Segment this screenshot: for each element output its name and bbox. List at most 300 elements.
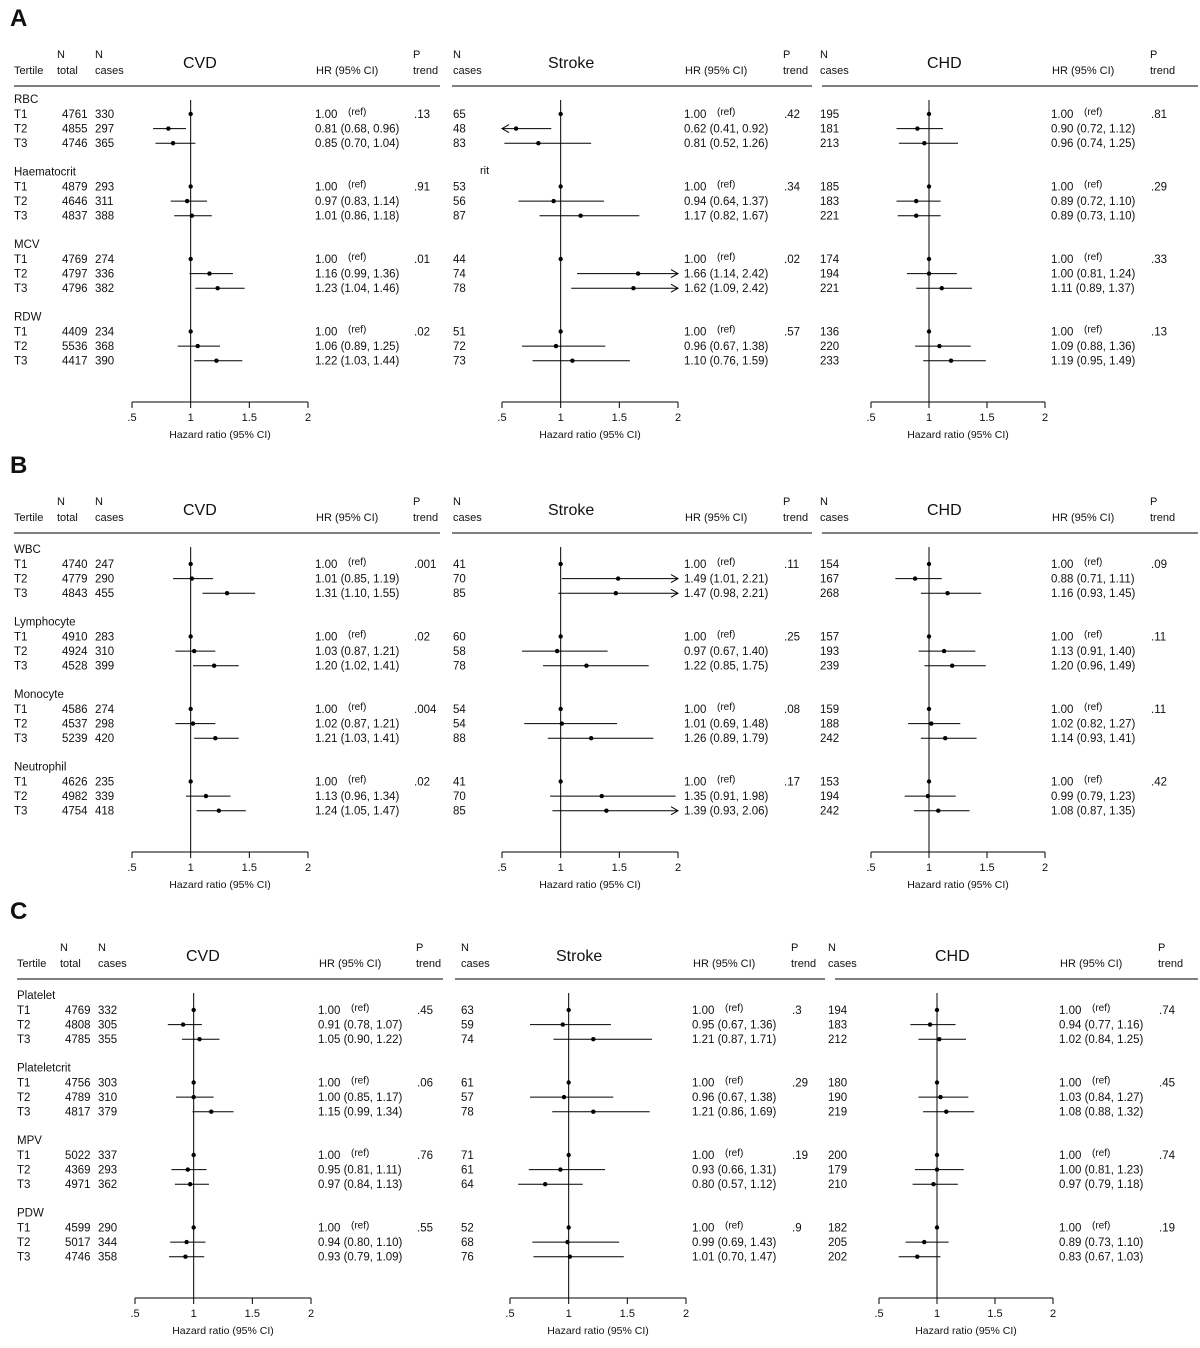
x-tick-label: 2 xyxy=(307,1308,315,1320)
point-estimate xyxy=(937,344,941,348)
point-estimate xyxy=(950,664,954,668)
tertile-label: T1 xyxy=(14,704,28,716)
x-axis-label: Hazard ratio (95% CI) xyxy=(172,1325,274,1337)
p-trend-value: .55 xyxy=(417,1222,433,1235)
tertile-label: T3 xyxy=(17,1106,31,1119)
p-trend-value: .9 xyxy=(792,1222,802,1235)
tertile-label: T1 xyxy=(14,326,28,339)
p-trend-value: .13 xyxy=(1151,326,1167,339)
group-label-mcv: MCV xyxy=(14,239,40,251)
hr-value: 1.02 (0.84, 1.25) xyxy=(1059,1034,1144,1047)
point-estimate xyxy=(188,184,192,188)
point-estimate xyxy=(181,1022,185,1026)
point-estimate xyxy=(600,794,604,798)
ref-marker: (ref) xyxy=(348,179,367,191)
n-total-value: 4409 xyxy=(62,326,88,339)
p-trend-header: trend xyxy=(413,65,439,77)
n-cases-value: 61 xyxy=(461,1077,474,1090)
hr-value: 1.00 xyxy=(1051,776,1074,789)
n-cases-value: 293 xyxy=(98,1164,118,1177)
tertile-label: T1 xyxy=(14,776,28,789)
n-total-value: 4756 xyxy=(65,1077,91,1090)
n-cases-value: 74 xyxy=(453,268,466,281)
point-estimate xyxy=(562,1095,566,1099)
n-total-value: 4837 xyxy=(62,210,88,223)
point-estimate xyxy=(558,779,562,783)
n-cases-value: 239 xyxy=(820,660,840,673)
hr-value: 1.35 (0.91, 1.98) xyxy=(684,791,769,804)
n-cases-value: 85 xyxy=(453,588,466,601)
hr-value: 1.00 xyxy=(684,704,707,716)
point-estimate xyxy=(554,344,558,348)
hr-value: 1.00 xyxy=(692,1150,715,1162)
p-trend-header: P xyxy=(413,49,421,61)
n-cases-value: 293 xyxy=(95,181,115,194)
x-tick-label: 2 xyxy=(682,1308,690,1320)
n-cases-value: 85 xyxy=(453,805,466,818)
x-tick-label: 1 xyxy=(925,412,933,424)
hr-value: 1.00 xyxy=(1051,326,1074,339)
point-estimate xyxy=(186,1167,190,1171)
p-trend-value: .01 xyxy=(414,254,430,266)
tertile-label: T2 xyxy=(14,718,28,731)
ref-marker: (ref) xyxy=(717,774,736,786)
hr-value: 0.89 (0.72, 1.10) xyxy=(1051,196,1136,209)
point-estimate xyxy=(185,199,189,203)
hr-value: 0.80 (0.57, 1.12) xyxy=(692,1179,777,1192)
n-cases-value: 268 xyxy=(820,588,840,601)
n-cases-value: 56 xyxy=(453,196,466,209)
x-tick-label: 1 xyxy=(933,1308,941,1320)
group-label-pdw: PDW xyxy=(17,1207,44,1220)
ref-marker: (ref) xyxy=(717,179,736,191)
p-trend-header: P xyxy=(1150,49,1158,61)
n-cases-value: 88 xyxy=(453,733,466,746)
n-cases-value: 399 xyxy=(95,660,115,673)
p-trend-header: trend xyxy=(1158,958,1184,970)
ref-marker: (ref) xyxy=(1092,1220,1111,1232)
tertile-header: Tertile xyxy=(14,65,44,77)
p-trend-value: .91 xyxy=(414,181,430,194)
n-total-value: 4910 xyxy=(62,631,88,644)
hr-value: 1.00 xyxy=(692,1222,715,1235)
group-label-plateletcrit: Plateletcrit xyxy=(17,1062,71,1075)
x-tick-label: 1.5 xyxy=(979,412,995,424)
n-cases-header: N xyxy=(95,496,103,508)
p-trend-header: P xyxy=(416,942,424,954)
point-estimate xyxy=(188,779,192,783)
n-cases-value: 274 xyxy=(95,254,115,266)
n-cases-value: 54 xyxy=(453,704,466,716)
point-estimate xyxy=(937,1037,941,1041)
hr-value: 1.05 (0.90, 1.22) xyxy=(318,1034,403,1047)
hr-value: 1.00 (0.81, 1.24) xyxy=(1051,268,1136,281)
n-cases-header: N xyxy=(453,49,461,61)
n-cases-value: 87 xyxy=(453,210,466,223)
ref-marker: (ref) xyxy=(717,629,736,641)
ref-marker: (ref) xyxy=(1084,324,1103,336)
hr-value: 1.16 (0.99, 1.36) xyxy=(315,268,400,281)
ref-marker: (ref) xyxy=(1084,557,1103,568)
outcome-title-cvd-A: CVD xyxy=(183,55,217,72)
n-total-header: N xyxy=(60,942,68,954)
tertile-label: T3 xyxy=(14,733,28,746)
ref-marker: (ref) xyxy=(1084,179,1103,191)
n-cases-value: 195 xyxy=(820,109,840,121)
hr-value: 1.00 xyxy=(1051,254,1074,266)
hr-value: 1.16 (0.93, 1.45) xyxy=(1051,588,1136,601)
n-total-value: 4808 xyxy=(65,1019,91,1032)
n-cases-value: 159 xyxy=(820,704,840,716)
p-trend-value: .74 xyxy=(1159,1150,1175,1162)
tertile-header: Tertile xyxy=(14,512,44,524)
point-estimate xyxy=(935,1153,939,1157)
hr-value: 0.93 (0.66, 1.31) xyxy=(692,1164,777,1177)
hr-value: 0.94 (0.77, 1.16) xyxy=(1059,1019,1144,1032)
p-trend-value: .11 xyxy=(1151,704,1167,716)
x-tick-label: .5 xyxy=(497,862,507,874)
hr-value: 1.00 xyxy=(1051,181,1074,194)
point-estimate xyxy=(927,329,931,333)
hr-value: 1.00 xyxy=(684,254,707,266)
n-cases-value: 83 xyxy=(453,138,466,151)
n-cases-value: 59 xyxy=(461,1019,474,1032)
n-cases-value: 58 xyxy=(453,646,466,659)
n-total-header: total xyxy=(57,65,78,77)
x-tick-label: 1 xyxy=(557,412,564,424)
ref-marker: (ref) xyxy=(1092,1075,1111,1087)
point-estimate xyxy=(188,1182,192,1186)
point-estimate xyxy=(914,199,918,203)
hr-value: 1.00 xyxy=(315,631,338,644)
n-total-value: 4626 xyxy=(62,776,88,789)
point-estimate xyxy=(565,1240,569,1244)
group-label-platelet: Platelet xyxy=(17,990,56,1002)
hr-value: 1.10 (0.76, 1.59) xyxy=(684,355,769,368)
point-estimate xyxy=(213,736,217,740)
point-estimate xyxy=(188,329,192,333)
point-estimate xyxy=(558,257,562,261)
point-estimate xyxy=(171,141,175,145)
n-cases-value: 355 xyxy=(98,1034,118,1047)
n-cases-value: 167 xyxy=(820,573,840,586)
x-axis-label: Hazard ratio (95% CI) xyxy=(907,429,1009,441)
tertile-label: T3 xyxy=(17,1251,31,1264)
hr-value: 1.00 xyxy=(684,776,707,789)
ref-marker: (ref) xyxy=(351,1075,370,1087)
tertile-label: T1 xyxy=(14,254,28,266)
n-total-value: 5022 xyxy=(65,1150,91,1162)
point-estimate xyxy=(209,1110,213,1114)
n-cases-value: 70 xyxy=(453,573,466,586)
n-cases-value: 202 xyxy=(828,1251,848,1264)
p-trend-header: P xyxy=(1158,942,1166,954)
hr-value: 1.00 xyxy=(1051,704,1074,716)
n-cases-value: 194 xyxy=(820,791,840,804)
hr-value: 1.00 xyxy=(318,1005,341,1017)
group-label-rdw: RDW xyxy=(14,311,42,324)
n-cases-value: 358 xyxy=(98,1251,118,1264)
n-total-value: 4769 xyxy=(65,1005,91,1017)
p-trend-header: trend xyxy=(1150,65,1176,77)
point-estimate xyxy=(217,809,221,813)
hr-value: 1.22 (1.03, 1.44) xyxy=(315,355,400,368)
hr-value: 1.00 xyxy=(692,1077,715,1090)
hr-value: 1.00 xyxy=(684,631,707,644)
tertile-label: T2 xyxy=(14,646,28,659)
ref-marker: (ref) xyxy=(1084,107,1103,118)
ref-marker: (ref) xyxy=(725,1075,744,1087)
n-cases-value: 44 xyxy=(453,254,466,266)
point-estimate xyxy=(927,707,931,711)
tertile-label: T2 xyxy=(17,1164,31,1177)
hr-value: 0.83 (0.67, 1.03) xyxy=(1059,1251,1144,1264)
point-estimate xyxy=(927,271,931,275)
hr-value: 1.02 (0.82, 1.27) xyxy=(1051,718,1136,731)
point-estimate xyxy=(558,184,562,188)
n-total-value: 4599 xyxy=(65,1222,91,1235)
x-tick-label: .5 xyxy=(866,412,876,424)
x-tick-label: 2 xyxy=(674,862,682,874)
ref-marker: (ref) xyxy=(1092,1003,1111,1014)
hr-value: 0.88 (0.71, 1.11) xyxy=(1051,573,1135,586)
point-estimate xyxy=(560,721,564,725)
tertile-label: T3 xyxy=(17,1034,31,1047)
group-label-mpv: MPV xyxy=(17,1135,42,1147)
n-total-value: 4586 xyxy=(62,704,88,716)
tertile-label: T2 xyxy=(14,573,28,586)
hr-value: 1.09 (0.88, 1.36) xyxy=(1051,341,1136,354)
outcome-title-chd-C: CHD xyxy=(935,948,970,965)
point-estimate xyxy=(591,1037,595,1041)
n-total-value: 4843 xyxy=(62,588,88,601)
x-tick-label: .5 xyxy=(866,862,876,874)
p-trend-value: .08 xyxy=(784,704,800,716)
hr-value: 1.00 xyxy=(315,776,338,789)
group-label-wbc: WBC xyxy=(14,544,41,556)
n-cases-value: 65 xyxy=(453,109,466,121)
ref-marker: (ref) xyxy=(1084,702,1103,713)
n-total-header: N xyxy=(57,49,65,61)
point-estimate xyxy=(558,329,562,333)
ref-marker: (ref) xyxy=(351,1220,370,1232)
hr-value: 1.19 (0.95, 1.49) xyxy=(1051,355,1136,368)
hr-value: 1.21 (0.86, 1.69) xyxy=(692,1106,777,1119)
hr-column-header: HR (95% CI) xyxy=(316,65,379,77)
point-estimate xyxy=(915,1255,919,1259)
p-trend-header: trend xyxy=(416,958,442,970)
n-cases-value: 388 xyxy=(95,210,115,223)
x-tick-label: 1 xyxy=(187,862,194,874)
n-cases-value: 60 xyxy=(453,631,466,644)
x-tick-label: 1.5 xyxy=(611,412,627,424)
n-cases-value: 310 xyxy=(98,1092,118,1105)
tertile-label: T2 xyxy=(14,341,28,354)
n-cases-value: 41 xyxy=(453,559,466,571)
point-estimate xyxy=(566,1080,570,1084)
n-total-header: N xyxy=(57,496,65,508)
point-estimate xyxy=(926,794,930,798)
p-trend-value: .45 xyxy=(417,1005,433,1017)
point-estimate xyxy=(558,562,562,566)
hr-value: 1.22 (0.85, 1.75) xyxy=(684,660,769,673)
p-trend-header: P xyxy=(791,942,799,954)
point-estimate xyxy=(191,1080,195,1084)
hr-value: 0.89 (0.73, 1.10) xyxy=(1059,1237,1144,1250)
p-trend-value: .81 xyxy=(1151,109,1167,121)
x-tick-label: .5 xyxy=(127,412,137,424)
n-cases-value: 221 xyxy=(820,283,840,296)
hr-column-header: HR (95% CI) xyxy=(1060,958,1123,970)
n-cases-value: 234 xyxy=(95,326,115,339)
ref-marker: (ref) xyxy=(717,702,736,713)
tertile-label: T1 xyxy=(17,1222,31,1235)
point-estimate xyxy=(584,664,588,668)
n-total-value: 4537 xyxy=(62,718,88,731)
n-cases-value: 298 xyxy=(95,718,115,731)
point-estimate xyxy=(188,112,192,116)
point-estimate xyxy=(631,286,635,290)
x-tick-label: 1.5 xyxy=(979,862,995,874)
n-cases-value: 368 xyxy=(95,341,115,354)
n-cases-value: 382 xyxy=(95,283,115,296)
point-estimate xyxy=(191,1008,195,1012)
x-axis-label: Hazard ratio (95% CI) xyxy=(169,429,271,441)
n-cases-value: 365 xyxy=(95,138,115,151)
hr-value: 0.95 (0.81, 1.11) xyxy=(318,1164,402,1177)
tertile-label: T2 xyxy=(14,268,28,281)
x-tick-label: 1 xyxy=(190,1308,197,1320)
n-cases-value: 76 xyxy=(461,1251,474,1264)
outcome-title-cvd-C: CVD xyxy=(186,948,220,965)
n-cases-value: 185 xyxy=(820,181,840,194)
n-cases-value: 274 xyxy=(95,704,115,716)
n-cases-header: N xyxy=(461,942,469,954)
hr-value: 1.00 xyxy=(684,559,707,571)
hr-value: 0.85 (0.70, 1.04) xyxy=(315,138,400,151)
p-trend-value: .06 xyxy=(417,1077,433,1090)
x-tick-label: 1.5 xyxy=(619,1308,635,1320)
hr-value: 0.91 (0.78, 1.07) xyxy=(318,1019,403,1032)
point-estimate xyxy=(225,591,229,595)
p-trend-value: .02 xyxy=(414,776,430,789)
ref-marker: (ref) xyxy=(348,252,367,263)
n-cases-value: 220 xyxy=(820,341,840,354)
tertile-label: T1 xyxy=(14,109,28,121)
hr-column-header: HR (95% CI) xyxy=(693,958,756,970)
point-estimate xyxy=(191,1153,195,1157)
hr-value: 0.90 (0.72, 1.12) xyxy=(1051,123,1136,136)
point-estimate xyxy=(568,1255,572,1259)
tertile-label: T1 xyxy=(17,1077,31,1090)
hr-value: 0.99 (0.69, 1.43) xyxy=(692,1237,777,1250)
ref-marker: (ref) xyxy=(717,324,736,336)
x-tick-label: 1 xyxy=(925,862,933,874)
point-estimate xyxy=(204,794,208,798)
point-estimate xyxy=(561,1022,565,1026)
hr-value: 1.01 (0.69, 1.48) xyxy=(684,718,769,731)
hr-value: 1.03 (0.84, 1.27) xyxy=(1059,1092,1144,1105)
point-estimate xyxy=(922,141,926,145)
point-estimate xyxy=(931,1182,935,1186)
tertile-label: T3 xyxy=(14,210,28,223)
point-estimate xyxy=(949,359,953,363)
x-tick-label: 1 xyxy=(187,412,194,424)
point-estimate xyxy=(929,721,933,725)
n-cases-header: N xyxy=(98,942,106,954)
point-estimate xyxy=(915,126,919,130)
n-cases-value: 179 xyxy=(828,1164,848,1177)
point-estimate xyxy=(543,1182,547,1186)
n-cases-value: 68 xyxy=(461,1237,474,1250)
n-cases-value: 290 xyxy=(95,573,115,586)
n-cases-value: 303 xyxy=(98,1077,118,1090)
tertile-label: T1 xyxy=(17,1005,31,1017)
n-cases-value: 51 xyxy=(453,326,466,339)
point-estimate xyxy=(188,634,192,638)
n-total-value: 4789 xyxy=(65,1092,91,1105)
n-total-value: 4746 xyxy=(62,138,88,151)
ref-marker: (ref) xyxy=(1084,252,1103,263)
ref-marker: (ref) xyxy=(725,1003,744,1014)
tertile-label: T3 xyxy=(14,660,28,673)
x-tick-label: 1.5 xyxy=(244,1308,260,1320)
point-estimate xyxy=(566,1153,570,1157)
n-cases-value: 194 xyxy=(820,268,840,281)
hr-value: 1.03 (0.87, 1.21) xyxy=(315,646,400,659)
p-trend-value: .42 xyxy=(1151,776,1167,789)
p-trend-value: .45 xyxy=(1159,1077,1175,1090)
point-estimate xyxy=(214,359,218,363)
n-cases-value: 190 xyxy=(828,1092,848,1105)
hr-value: 1.00 (0.81, 1.23) xyxy=(1059,1164,1144,1177)
n-total-value: 4785 xyxy=(65,1034,91,1047)
hr-value: 1.39 (0.93, 2.06) xyxy=(684,805,769,818)
n-cases-value: 390 xyxy=(95,355,115,368)
n-cases-value: 182 xyxy=(828,1222,848,1235)
hr-value: 1.20 (0.96, 1.49) xyxy=(1051,660,1136,673)
ref-marker: (ref) xyxy=(717,107,736,118)
tertile-label: T1 xyxy=(14,559,28,571)
hr-value: 0.96 (0.74, 1.25) xyxy=(1051,138,1136,151)
hr-value: 1.00 xyxy=(1059,1150,1082,1162)
n-total-value: 4924 xyxy=(62,646,88,659)
p-trend-value: .17 xyxy=(784,776,800,789)
x-tick-label: .5 xyxy=(497,412,507,424)
hr-column-header: HR (95% CI) xyxy=(1052,65,1115,77)
n-cases-value: 455 xyxy=(95,588,115,601)
point-estimate xyxy=(935,1225,939,1229)
n-cases-value: 53 xyxy=(453,181,466,194)
x-tick-label: 2 xyxy=(304,862,312,874)
hr-value: 1.00 xyxy=(1051,109,1074,121)
n-total-value: 4646 xyxy=(62,196,88,209)
p-trend-header: P xyxy=(783,49,791,61)
panel-letter-A: A xyxy=(10,5,28,32)
n-total-value: 4817 xyxy=(65,1106,91,1119)
point-estimate xyxy=(914,214,918,218)
group-label-haematocrit: Haematocrit xyxy=(14,166,76,179)
point-estimate xyxy=(927,634,931,638)
point-estimate xyxy=(558,707,562,711)
p-trend-header: P xyxy=(1150,496,1158,508)
point-estimate xyxy=(942,649,946,653)
n-cases-value: 242 xyxy=(820,805,840,818)
point-estimate xyxy=(943,736,947,740)
hr-value: 1.08 (0.88, 1.32) xyxy=(1059,1106,1144,1119)
panel-letter-C: C xyxy=(10,898,28,925)
hr-value: 1.11 (0.89, 1.37) xyxy=(1051,283,1135,296)
